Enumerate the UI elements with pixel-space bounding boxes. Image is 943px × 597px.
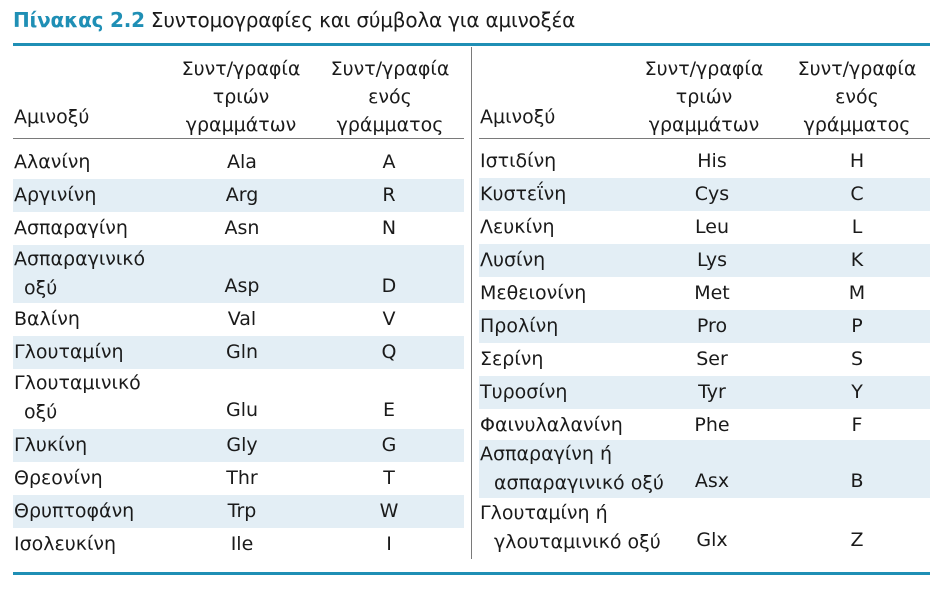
three-letter-code: Asn xyxy=(224,217,260,239)
table-row xyxy=(479,440,930,498)
one-letter-code: G xyxy=(381,434,397,456)
amino-acid-name-line1: Αλανίνη xyxy=(14,151,91,173)
one-letter-code: D xyxy=(381,275,397,297)
table-row xyxy=(13,369,464,427)
amino-acid-name xyxy=(480,279,586,308)
table-row xyxy=(479,343,930,376)
amino-acid-name xyxy=(14,369,141,427)
amino-acid-name xyxy=(480,499,661,557)
amino-acid-name xyxy=(14,497,134,526)
one-letter-code: B xyxy=(850,470,864,492)
amino-acid-name xyxy=(14,148,90,177)
one-letter-code: R xyxy=(382,184,396,206)
one-letter-code: E xyxy=(382,399,395,421)
amino-acid-name xyxy=(14,431,87,460)
one-letter-code: K xyxy=(850,249,864,271)
amino-acid-name xyxy=(480,378,567,407)
amino-acid-name-line1: Βαλίνη xyxy=(14,308,80,330)
table-row xyxy=(479,310,930,343)
amino-acid-name-line1: Γλουταμίνη xyxy=(14,341,124,363)
table-row xyxy=(479,499,930,557)
table-row xyxy=(479,244,930,277)
one-letter-code: I xyxy=(386,533,392,555)
amino-acid-name-line1: Σερίνη xyxy=(480,348,544,370)
table-row xyxy=(13,212,464,245)
one-letter-code: N xyxy=(381,217,397,239)
one-letter-code: C xyxy=(850,183,864,205)
amino-acid-name-line2: ασπαραγινικό οξύ xyxy=(494,472,664,494)
one-letter-code: Y xyxy=(851,381,863,403)
amino-acid-name-line1: Ασπαραγίνη xyxy=(14,217,128,239)
amino-acid-name xyxy=(480,345,543,374)
amino-acid-name-line1: Προλίνη xyxy=(480,315,559,337)
amino-acid-name xyxy=(14,305,80,334)
amino-acid-name-line1: Ασπαραγινικό xyxy=(14,248,146,270)
amino-acid-name xyxy=(480,147,556,176)
amino-acid-name-line1: Θρεονίνη xyxy=(14,467,103,489)
header-amino-acid: Αμινοξύ xyxy=(480,106,556,128)
amino-acid-name-line1: Ισολευκίνη xyxy=(14,533,117,555)
amino-acid-name xyxy=(480,312,558,341)
three-letter-code: Phe xyxy=(694,414,730,436)
amino-acid-name-line1: Ασπαραγίνη ή xyxy=(480,443,612,465)
three-letter-code: Leu xyxy=(695,216,729,238)
table-row xyxy=(13,462,464,495)
amino-acid-name-line2: οξύ xyxy=(24,277,58,299)
table-left-half xyxy=(13,0,464,597)
table-right-half xyxy=(479,0,930,597)
three-letter-code: Met xyxy=(694,282,730,304)
table-row xyxy=(13,429,464,462)
three-letter-code: Gln xyxy=(225,341,259,363)
one-letter-code: F xyxy=(851,414,863,436)
table-row xyxy=(479,178,930,211)
three-letter-code: Glu xyxy=(225,399,259,421)
amino-acid-name xyxy=(14,530,116,559)
amino-acid-name-line1: Τυροσίνη xyxy=(480,381,568,403)
amino-acid-name-line2: γλουταμινικό οξύ xyxy=(494,531,661,553)
header-three-letter: Συντ/γραφία τριών γραμμάτων xyxy=(181,58,301,136)
table-row xyxy=(479,211,930,244)
amino-acid-name-line1: Θρυπτοφάνη xyxy=(14,500,135,522)
one-letter-code: V xyxy=(382,308,396,330)
three-letter-code: Lys xyxy=(697,249,727,271)
three-letter-code: Ser xyxy=(696,348,728,370)
one-letter-code: H xyxy=(849,150,865,172)
one-letter-code: Z xyxy=(850,529,864,551)
three-letter-code: Arg xyxy=(225,184,259,206)
three-letter-code: Val xyxy=(227,308,257,330)
table-row xyxy=(13,179,464,212)
three-letter-code: Gly xyxy=(226,434,258,456)
three-letter-code: Glx xyxy=(696,529,728,551)
table-row xyxy=(13,146,464,179)
three-letter-code: Ala xyxy=(227,151,257,173)
three-letter-code: Ile xyxy=(230,533,254,555)
amino-acid-name-line1: Μεθειονίνη xyxy=(480,282,587,304)
one-letter-code: P xyxy=(851,315,863,337)
amino-acid-name xyxy=(14,338,124,367)
amino-acid-name-line1: Γλουταμίνη ή xyxy=(480,502,608,524)
three-letter-code: Cys xyxy=(694,183,730,205)
one-letter-code: W xyxy=(379,500,399,522)
amino-acid-name xyxy=(14,181,96,210)
column-divider xyxy=(471,47,472,559)
one-letter-code: M xyxy=(848,282,866,304)
amino-acid-name-line1: Λευκίνη xyxy=(480,216,555,238)
table-row xyxy=(479,376,930,409)
three-letter-code: Trp xyxy=(227,500,257,522)
table-row xyxy=(13,528,464,561)
three-letter-code: Tyr xyxy=(698,381,726,403)
table-row xyxy=(13,245,464,303)
amino-acid-name xyxy=(14,245,145,303)
table-row xyxy=(479,277,930,310)
table-row xyxy=(13,303,464,336)
table-row xyxy=(479,145,930,178)
amino-acid-name-line2: οξύ xyxy=(24,401,58,423)
amino-acid-name-line1: Λυσίνη xyxy=(480,249,546,271)
amino-acid-name xyxy=(480,411,623,440)
one-letter-code: S xyxy=(850,348,864,370)
amino-acid-name-line1: Ιστιδίνη xyxy=(480,150,557,172)
header-one-letter: Συντ/γραφία ενός γράμματος xyxy=(330,58,450,136)
three-letter-code: Thr xyxy=(226,467,258,489)
one-letter-code: A xyxy=(382,151,396,173)
table-caption: Συντομογραφίες και σύμβολα για αμινοξέα xyxy=(150,8,576,32)
three-letter-code: His xyxy=(697,150,727,172)
table-row xyxy=(13,336,464,369)
table-row xyxy=(13,495,464,528)
header-three-letter: Συντ/γραφία τριών γραμμάτων xyxy=(644,58,764,136)
three-letter-code: Asx xyxy=(694,470,730,492)
header-one-letter: Συντ/γραφία ενός γράμματος xyxy=(797,58,917,136)
amino-acid-name xyxy=(480,180,566,209)
header-amino-acid: Αμινοξύ xyxy=(14,106,90,128)
amino-acid-name-line1: Αργινίνη xyxy=(14,184,97,206)
amino-acid-name xyxy=(14,464,103,493)
amino-acid-name xyxy=(14,214,128,243)
amino-acid-name xyxy=(480,246,545,275)
three-letter-code: Asp xyxy=(224,275,260,297)
table-row xyxy=(479,409,930,442)
one-letter-code: T xyxy=(383,467,395,489)
bottom-rule xyxy=(13,572,930,575)
amino-acid-name-line1: Φαινυλαλανίνη xyxy=(480,414,623,436)
amino-acid-name-line1: Κυστεΐνη xyxy=(480,183,567,205)
one-letter-code: L xyxy=(851,216,863,238)
amino-acid-name xyxy=(480,440,664,498)
table-number: Πίνακας 2.2 xyxy=(13,8,145,32)
amino-acid-name-line1: Γλυκίνη xyxy=(14,434,88,456)
one-letter-code: Q xyxy=(381,341,397,363)
three-letter-code: Pro xyxy=(696,315,728,337)
amino-acid-name xyxy=(480,213,555,242)
amino-acid-name-line1: Γλουταμινικό xyxy=(14,372,141,394)
